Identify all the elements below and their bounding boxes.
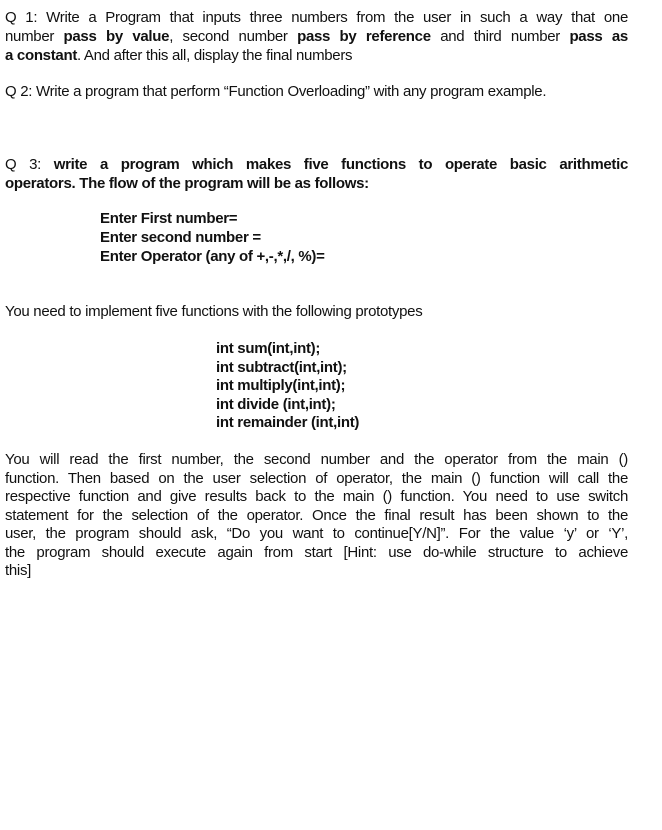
prototype-line: int multiply(int,int); bbox=[216, 377, 346, 394]
para-line: respective function and give results back to the main () function. You need to use switch bbox=[5, 488, 628, 505]
prototypes-list bbox=[216, 340, 516, 433]
question-2 bbox=[5, 82, 628, 101]
para-line: statement for the selection of the operator. Once the final result has been shown to the bbox=[5, 506, 628, 524]
prompt-line: Enter second number = bbox=[100, 229, 261, 246]
para-line: user, the program should ask, “Do you want to continue[Y/N]”. For the value ‘y’ or ‘Y’, bbox=[5, 525, 628, 542]
q3-line-1 bbox=[5, 155, 628, 174]
bold-text: pass by reference bbox=[297, 28, 431, 45]
prompt-line: Enter Operator (any of +,-,*,/, %)= bbox=[100, 248, 325, 265]
q3-line-2: operators. The flow of the program will be as follows: bbox=[5, 175, 369, 192]
instructions-paragraph bbox=[5, 451, 628, 581]
prototype-line: int divide (int,int); bbox=[216, 395, 336, 413]
input-prompts bbox=[100, 209, 500, 266]
prototype-line: int remainder (int,int) bbox=[216, 414, 360, 431]
text: and third number bbox=[430, 28, 570, 45]
intro-text: You need to implement five functions with the following prototypes bbox=[5, 303, 423, 320]
text: . And after this all, display the final numbers bbox=[77, 47, 353, 64]
bold-text: pass as bbox=[569, 28, 628, 45]
prototype-line: int subtract(int,int); bbox=[216, 358, 347, 376]
question-1 bbox=[5, 8, 628, 65]
text: , second number bbox=[169, 28, 298, 45]
bold-text: write a program which makes five functions to operate basic arithmetic bbox=[53, 156, 629, 173]
para-line: function. Then based on the user selection of operator, the main () function will call the bbox=[5, 469, 628, 487]
para-line: this] bbox=[5, 562, 32, 579]
q2-text: Q 2: Write a program that perform “Function Overloading” with any program example. bbox=[5, 83, 547, 100]
text: Q 3: bbox=[5, 156, 54, 173]
prototype-line: int sum(int,int); bbox=[216, 340, 321, 357]
text: number bbox=[5, 28, 64, 45]
q1-line-3 bbox=[5, 46, 628, 65]
prototypes-intro bbox=[5, 302, 628, 321]
q1-line-2 bbox=[5, 27, 628, 46]
para-line: the program should execute again from start [Hint: use do-while structure to achieve bbox=[5, 543, 628, 561]
para-line: You will read the first number, the second number and the operator from the main () bbox=[5, 451, 628, 468]
bold-text: pass by value bbox=[63, 28, 170, 45]
bold-text: a constant bbox=[5, 47, 78, 64]
prompt-line: Enter First number= bbox=[100, 210, 238, 227]
q1-line-1: Q 1: Write a Program that inputs three numbers from the user in such a way that one bbox=[5, 9, 628, 26]
question-3 bbox=[5, 155, 628, 193]
